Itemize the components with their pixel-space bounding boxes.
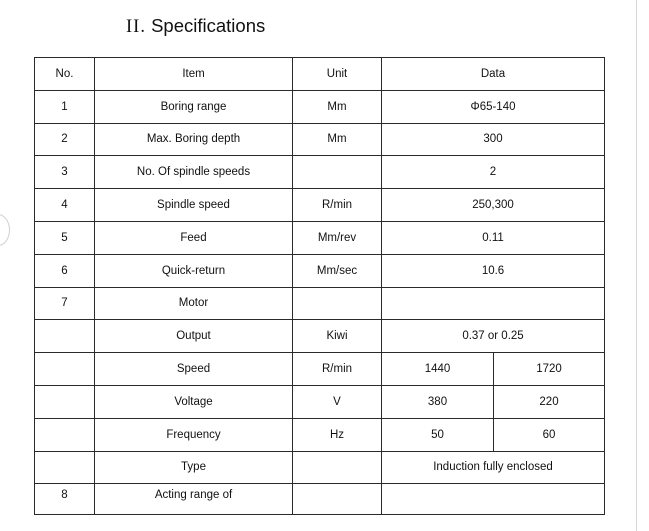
row-data-a: 1440 — [382, 353, 494, 386]
row-unit: Hz — [293, 418, 382, 451]
row-unit — [293, 156, 382, 189]
row-unit: Mm/rev — [293, 221, 382, 254]
page-edge-line — [636, 0, 637, 531]
row-unit — [293, 451, 382, 484]
row-unit: Mm — [293, 90, 382, 123]
header-data: Data — [382, 58, 605, 91]
row-unit: Mm/sec — [293, 254, 382, 287]
table-row — [35, 320, 605, 353]
specifications-table — [34, 57, 605, 515]
row-data: 300 — [382, 123, 605, 156]
row-data-a: 380 — [382, 385, 494, 418]
table-row — [35, 451, 605, 484]
row-data-b: 220 — [494, 385, 605, 418]
row-unit — [293, 484, 382, 515]
row-no: 6 — [35, 254, 95, 287]
row-data: Induction fully enclosed — [382, 451, 605, 484]
row-data: 2 — [382, 156, 605, 189]
row-data — [382, 484, 605, 515]
table-header-row — [35, 58, 605, 91]
row-data-a: 50 — [382, 418, 494, 451]
row-data: Φ65-140 — [382, 90, 605, 123]
row-no: 8 — [35, 484, 95, 515]
row-no: 5 — [35, 221, 95, 254]
table-row — [35, 156, 605, 189]
row-item: Voltage — [95, 385, 293, 418]
header-item: Item — [95, 58, 293, 91]
table-row — [35, 385, 605, 418]
table-row — [35, 189, 605, 222]
header-no: No. — [35, 58, 95, 91]
table-row — [35, 418, 605, 451]
row-no: 3 — [35, 156, 95, 189]
row-item: Quick-return — [95, 254, 293, 287]
row-data: 250,300 — [382, 189, 605, 222]
row-data: 0.37 or 0.25 — [382, 320, 605, 353]
row-item: Motor — [95, 287, 293, 320]
row-item: Type — [95, 451, 293, 484]
row-no — [35, 451, 95, 484]
row-no: 2 — [35, 123, 95, 156]
table-row — [35, 287, 605, 320]
row-item: No. Of spindle speeds — [95, 156, 293, 189]
table-row — [35, 123, 605, 156]
row-no — [35, 320, 95, 353]
row-item: Max. Boring depth — [95, 123, 293, 156]
row-data-b: 1720 — [494, 353, 605, 386]
table-row — [35, 90, 605, 123]
row-item: Frequency — [95, 418, 293, 451]
row-unit: R/min — [293, 189, 382, 222]
row-unit: V — [293, 385, 382, 418]
row-item: Speed — [95, 353, 293, 386]
row-item: Boring range — [95, 90, 293, 123]
table-row — [35, 353, 605, 386]
row-no: 7 — [35, 287, 95, 320]
margin-marker-icon — [0, 214, 10, 246]
row-unit: Kiwi — [293, 320, 382, 353]
row-data-b: 60 — [494, 418, 605, 451]
header-unit: Unit — [293, 58, 382, 91]
row-no: 4 — [35, 189, 95, 222]
row-item: Spindle speed — [95, 189, 293, 222]
table-row — [35, 221, 605, 254]
row-no — [35, 385, 95, 418]
section-heading — [126, 15, 265, 38]
row-unit: Mm — [293, 123, 382, 156]
row-no — [35, 418, 95, 451]
row-unit — [293, 287, 382, 320]
row-no: 1 — [35, 90, 95, 123]
row-no — [35, 353, 95, 386]
table-row — [35, 484, 605, 515]
row-unit: R/min — [293, 353, 382, 386]
row-item: Feed — [95, 221, 293, 254]
row-item: Output — [95, 320, 293, 353]
row-data — [382, 287, 605, 320]
row-data: 10.6 — [382, 254, 605, 287]
section-numeral: II. — [126, 17, 146, 37]
row-item: Acting range of — [95, 484, 293, 515]
row-data: 0.11 — [382, 221, 605, 254]
table-row — [35, 254, 605, 287]
section-title: Specifications — [151, 15, 266, 36]
